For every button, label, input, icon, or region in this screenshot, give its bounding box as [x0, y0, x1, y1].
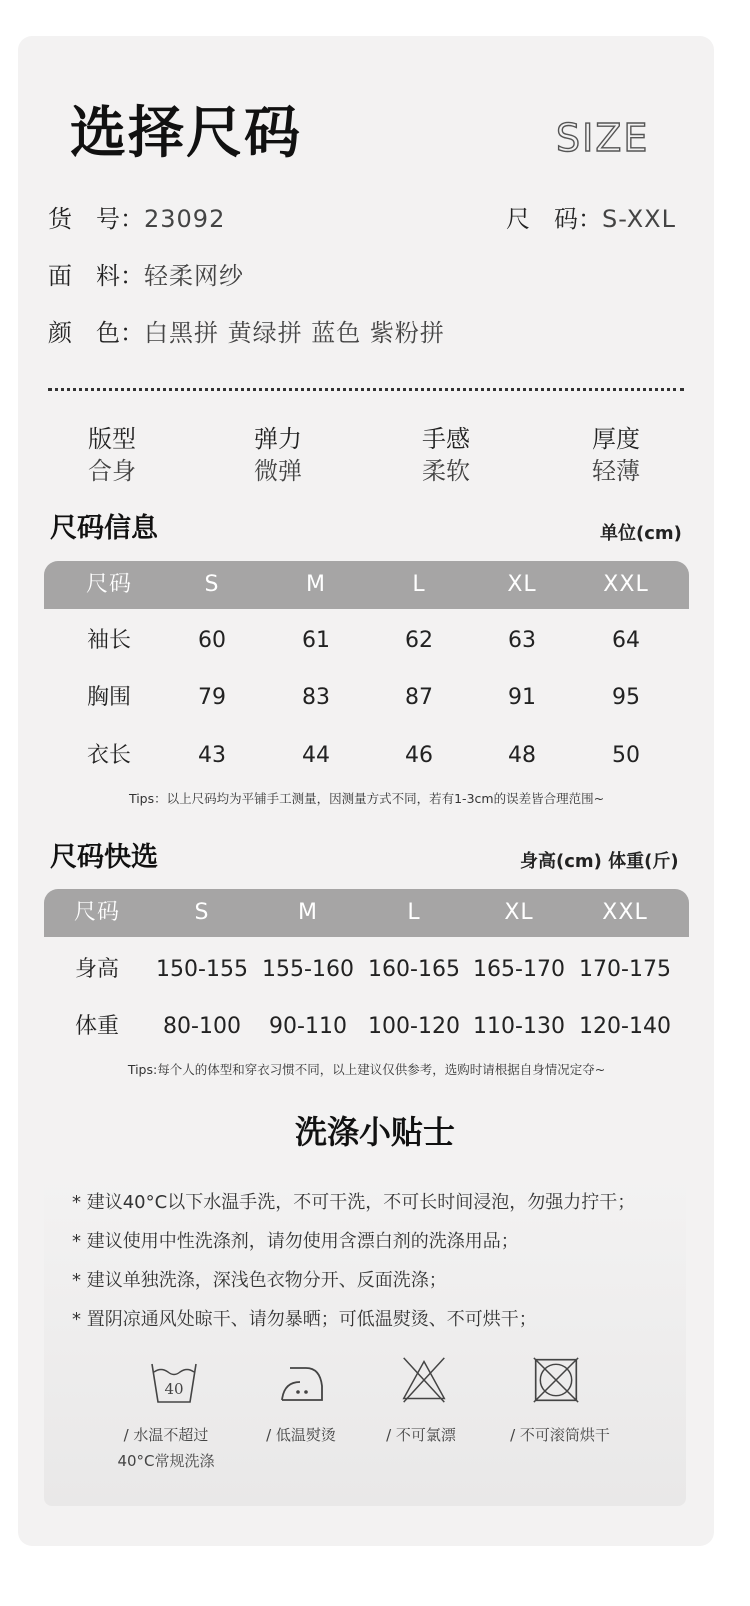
row-value: 160-165	[368, 957, 460, 982]
attribute-list	[48, 424, 704, 494]
quick-select-unit: 身高(cm) 体重(斤)	[520, 851, 679, 872]
fabric: 面 料：轻柔网纱	[48, 262, 244, 290]
size-range: 尺 码：S-XXL	[506, 205, 676, 233]
table-row	[44, 741, 689, 773]
row-value: 60	[198, 628, 226, 653]
row-value: 80-100	[163, 1014, 241, 1039]
care-label: / 不可氯漂	[386, 1426, 456, 1444]
row-label: 胸围	[86, 685, 131, 710]
quick-select-title: 尺码快选	[50, 842, 158, 873]
attribute-thickness: 厚度 轻薄	[592, 425, 640, 485]
row-value: 43	[198, 743, 226, 768]
wash-40-icon	[148, 1358, 200, 1406]
row-value: 83	[302, 685, 330, 710]
page-title: 选择尺码	[70, 101, 302, 166]
row-value: 62	[405, 628, 433, 653]
row-value: 48	[508, 743, 536, 768]
no-bleach-icon	[398, 1356, 450, 1404]
header-cell: XXL	[603, 572, 649, 597]
row-value: 79	[198, 685, 226, 710]
row-value: 165-170	[473, 957, 565, 982]
attribute-feel: 手感 柔软	[422, 425, 470, 485]
row-value: 63	[508, 628, 536, 653]
care-label: 40°C常规洗涤	[117, 1452, 215, 1470]
header-cell: XL	[504, 900, 534, 925]
row-value: 110-130	[473, 1014, 565, 1039]
row-value: 61	[302, 628, 330, 653]
wash-tip-line: * 建议使用中性洗涤剂，请勿使用含漂白剂的洗涤用品；	[72, 1231, 519, 1252]
wash-tips-title: 洗涤小贴士	[294, 1113, 455, 1151]
row-value: 90-110	[269, 1014, 347, 1039]
size-info-title: 尺码信息	[50, 513, 158, 544]
table-row	[44, 626, 689, 658]
row-value: 64	[612, 628, 640, 653]
row-label: 衣长	[86, 743, 131, 768]
item-number: 货 号：23092	[48, 205, 226, 233]
size-info-tips: Tips：以上尺码均为平铺手工测量，因测量方式不同，若有1-3cm的误差皆合理范围~	[128, 791, 605, 806]
table-row	[44, 1012, 689, 1044]
wash-tip-line: * 建议单独洗涤，深浅色衣物分开、反面洗涤；	[72, 1270, 447, 1291]
colors: 颜 色：白黑拼 黄绿拼 蓝色 紫粉拼	[48, 319, 445, 347]
dotted-divider	[48, 388, 684, 391]
header-cell: L	[412, 572, 426, 597]
header-cell: S	[204, 572, 220, 597]
table-row	[44, 683, 689, 715]
row-value: 100-120	[368, 1014, 460, 1039]
row-value: 87	[405, 685, 433, 710]
low-iron-icon	[276, 1360, 328, 1408]
care-label: / 水温不超过	[123, 1426, 209, 1444]
table-row	[44, 955, 689, 987]
attribute-elasticity: 弹力 微弹	[254, 425, 302, 485]
header-cell: XL	[507, 572, 537, 597]
size-logo: SIZE	[556, 116, 650, 160]
row-value: 170-175	[579, 957, 671, 982]
row-value: 50	[612, 743, 640, 768]
row-label: 身高	[74, 957, 119, 982]
row-value: 95	[612, 685, 640, 710]
attribute-fit: 版型 合身	[88, 425, 136, 485]
row-value: 91	[508, 685, 536, 710]
header-cell: 尺码	[85, 572, 132, 597]
row-value: 155-160	[262, 957, 354, 982]
wash-tip-line: * 置阴凉通风处晾干、请勿暴晒；可低温熨烫、不可烘干；	[72, 1309, 537, 1330]
row-label: 袖长	[86, 628, 131, 653]
no-tumble-dry-icon	[530, 1356, 582, 1404]
row-label: 体重	[74, 1014, 119, 1039]
row-value: 46	[405, 743, 433, 768]
svg-text:40: 40	[164, 1380, 184, 1398]
row-value: 120-140	[579, 1014, 671, 1039]
header-cell: 尺码	[73, 900, 120, 925]
size-info-unit: 单位(cm)	[600, 523, 682, 544]
quick-select-tips: Tips:每个人的体型和穿衣习惯不同，以上建议仅供参考，选购时请根据自身情况定夺~	[127, 1062, 606, 1077]
care-label: / 低温熨烫	[266, 1426, 336, 1444]
size-info-header	[44, 561, 689, 609]
header-cell: XXL	[602, 900, 648, 925]
header-cell: L	[407, 900, 421, 925]
quick-select-header	[44, 889, 689, 937]
header-cell: M	[306, 572, 326, 597]
wash-tip-line: * 建议40°C以下水温手洗，不可干洗，不可长时间浸泡，勿强力拧干；	[72, 1192, 636, 1213]
header-cell: M	[298, 900, 318, 925]
row-value: 150-155	[156, 957, 248, 982]
care-label: / 不可滚筒烘干	[510, 1426, 610, 1444]
header-cell: S	[194, 900, 210, 925]
row-value: 44	[302, 743, 330, 768]
